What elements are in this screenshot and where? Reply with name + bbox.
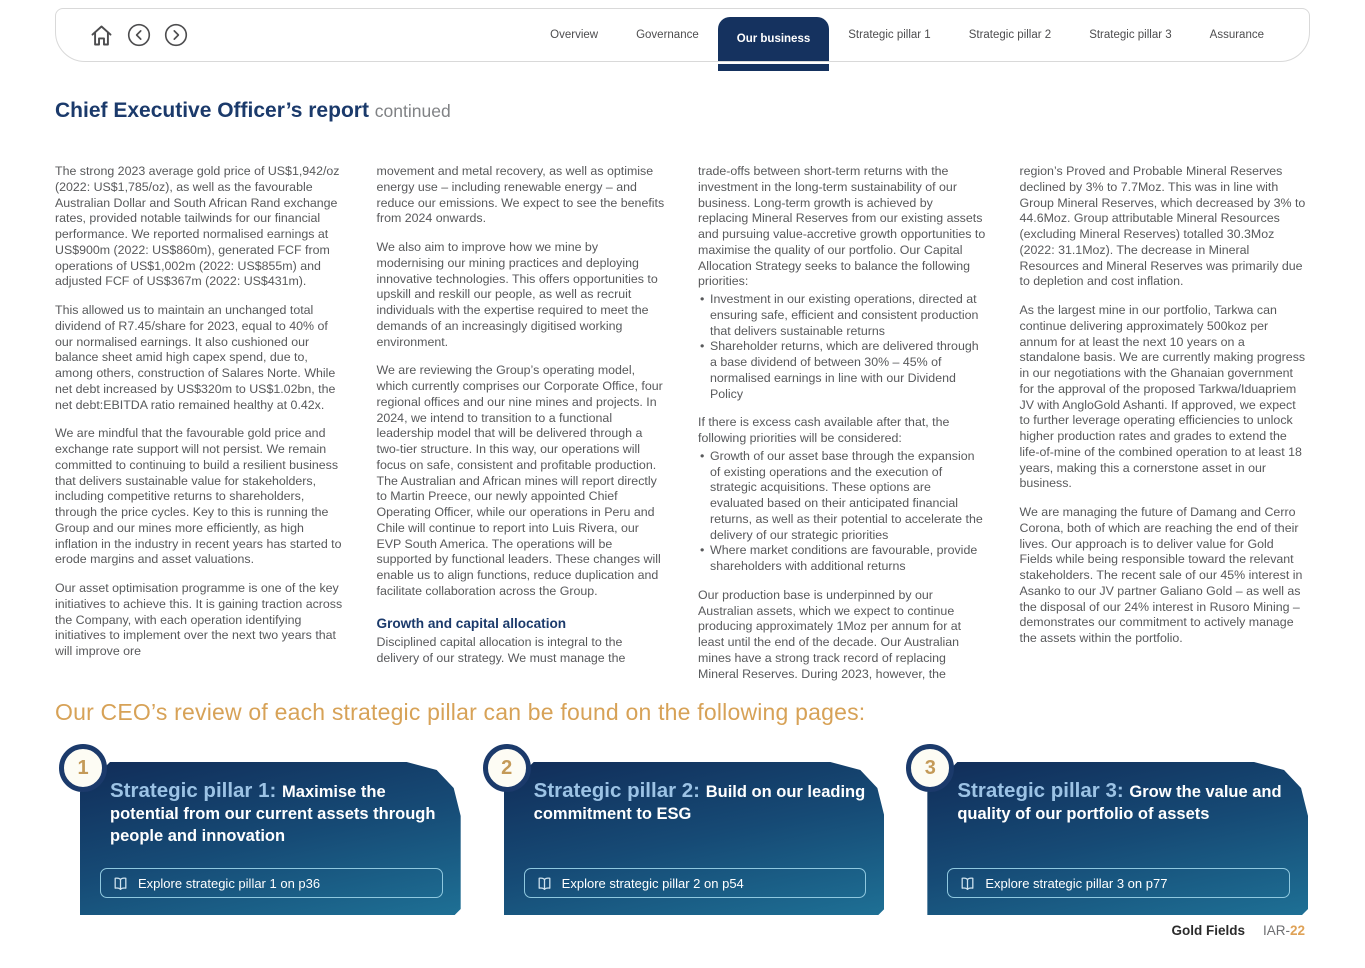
page-number: IAR-22 bbox=[1262, 923, 1305, 938]
nav-tabs bbox=[531, 9, 1283, 61]
pillar-card bbox=[77, 756, 461, 915]
bullet-item: • Shareholder returns, which are delivered through a base dividend of between 30% – 45% of normalised earnings in line with our Dividend Policy bbox=[698, 339, 987, 402]
article-columns bbox=[55, 164, 1308, 695]
pillar-number-badge: 1 bbox=[59, 744, 107, 792]
body-paragraph: We are reviewing the Group’s operating model, which currently comprises our Corporate Office, four regional offices and our nine mines and projects. In 2024, we intend to transition to a functional leadership model that will be delivered through a two-tier structure. In this way, our operations will focus on safe, consistent and profitable production. The Australian and African mines will report directly to Martin Preece, our newly appointed Chief Operating Officer, while our operations in Peru and Chile will continue to report into Luis Rivera, our EVP South America. The operations will be supported by functional leaders. These changes will enable us to align functions, reduce duplication and facilitate collaboration across the Group. bbox=[376, 363, 663, 598]
pillar-title-prefix: Strategic pillar 3: bbox=[957, 779, 1130, 802]
bullet-item: • Where market conditions are favourable, provide shareholders with additional returns bbox=[698, 543, 987, 575]
pillar-card-title bbox=[110, 777, 443, 848]
page-title bbox=[55, 99, 451, 123]
tab-overview[interactable]: Overview bbox=[550, 29, 599, 41]
bullet-list bbox=[698, 449, 987, 575]
pillars-heading: Our CEO’s review of each strategic pillar can be found on the following pages: bbox=[55, 699, 866, 725]
page-title-suffix: continued bbox=[374, 101, 451, 121]
pillar-title-prefix: Strategic pillar 2: bbox=[533, 779, 706, 802]
open-book-icon bbox=[112, 875, 129, 892]
body-paragraph: We are managing the future of Damang and Cerro Corona, both of which are reaching the end of their lives. Our approach is to deliver value for Gold Fields while being responsible toward the relevant stakeholders. The recent sale of our 45% interest in Asanko to our JV partner Galiano Gold – as well as the disposal of our 24% interest in Rusoro Mining – demonstrates our commitment to actively manage the assets within the portfolio. bbox=[1019, 505, 1303, 645]
explore-pillar-button[interactable] bbox=[947, 868, 1290, 898]
bullet-list bbox=[698, 292, 987, 402]
article-column-3 bbox=[698, 164, 987, 695]
forward-button[interactable] bbox=[163, 22, 189, 48]
back-button[interactable] bbox=[126, 22, 152, 48]
body-paragraph: Our production base is underpinned by our Australian assets, which we expect to continue producing approximately 1Moz per annum for at least until the end of the decade. Our Australian mines have a strong track record of replacing Mineral Reserves. During 2023, however, the bbox=[698, 587, 962, 681]
pillar-card bbox=[924, 756, 1308, 915]
tab-our-business[interactable]: Our business bbox=[718, 17, 830, 61]
page-title-main: Chief Executive Officer’s report bbox=[55, 99, 369, 122]
explore-pillar-button[interactable] bbox=[524, 868, 867, 898]
bullet-item: • Growth of our asset base through the expansion of existing operations and the execution of strategic acquisitions. These options are evaluated based on their anticipated financial returns, as well as their potential to accelerate the delivery of our strategic priorities bbox=[698, 449, 987, 544]
body-paragraph: Disciplined capital allocation is integral to the delivery of our strategy. We must manage the bbox=[376, 634, 626, 665]
explore-button-label: Explore strategic pillar 3 on p77 bbox=[985, 875, 1168, 891]
home-icon bbox=[88, 22, 115, 49]
pillar-title-text: Maximise the potential from our current assets through people and innovation bbox=[110, 783, 436, 845]
pillar-number-badge: 2 bbox=[483, 744, 531, 792]
body-paragraph: If there is excess cash available after that, the following priorities will be considered: bbox=[698, 415, 950, 445]
pillar-title-prefix: Strategic pillar 1: bbox=[110, 779, 283, 802]
brand-name: Gold Fields bbox=[1171, 923, 1245, 938]
page-footer bbox=[1171, 923, 1305, 938]
body-paragraph: movement and metal recovery, as well as optimise energy use – including renewable energy – and reduce our emissions. We expect to see the benefits from 2024 onwards. bbox=[376, 164, 665, 226]
pillar-card-title bbox=[534, 777, 867, 826]
explore-button-label: Explore strategic pillar 1 on p36 bbox=[138, 875, 321, 891]
chevron-right-circle-icon bbox=[163, 22, 189, 48]
home-button[interactable] bbox=[88, 22, 115, 49]
nav-icons bbox=[88, 22, 189, 49]
open-book-icon bbox=[536, 875, 553, 892]
chevron-left-circle-icon bbox=[126, 22, 152, 48]
tab-assurance[interactable]: Assurance bbox=[1209, 29, 1264, 41]
body-paragraph: As the largest mine in our portfolio, Tarkwa can continue delivering approximately 500koz per annum for at least the next 10 years on a standalone basis. We are currently making progress in our negotiations with the Ghanaian government for the approval of the proposed Tarkwa/Iduapriem JV with AngloGold Ashanti. If approved, we expect to further leverage operating efficiencies to unlock higher production rates and grades to extend the life-of-mine of the combined operation to at least 18 years, making this a cornerstone asset in our business. bbox=[1019, 303, 1306, 491]
tab-strategic-pillar-2[interactable]: Strategic pillar 2 bbox=[968, 29, 1052, 41]
tab-strategic-pillar-3[interactable]: Strategic pillar 3 bbox=[1089, 29, 1172, 41]
pillar-card bbox=[501, 756, 885, 915]
article-column-2 bbox=[377, 164, 666, 695]
body-paragraph: Our asset optimisation programme is one of the key initiatives to achieve this. It is gaining traction across the Company, with each operation identifying initiatives to implement over the next two years that will improve ore bbox=[55, 581, 343, 658]
header-bar bbox=[55, 8, 1310, 62]
body-paragraph: We also aim to improve how we mine by modernising our mining practices and deploying innovative technologies. This offers opportunities to upskill and reskill our people, as well as recruit individuals with the expertise required to meet the demands of an increasingly digitised working environment. bbox=[376, 240, 658, 349]
tab-governance[interactable]: Governance bbox=[636, 29, 699, 41]
article-column-1 bbox=[55, 164, 344, 695]
body-paragraph: region’s Proved and Probable Mineral Reserves declined by 3% to 7.7Moz. This was in line with Group Mineral Reserves, which decreased by 3% to 44.6Moz. Group attributable Mineral Resources (excluding Mineral Reserves) totalled 30.3Moz (2022: 31.1Moz). The decrease in Mineral Resources and Mineral Reserves was primarily due to depletion and cost inflation. bbox=[1019, 164, 1306, 289]
pillar-cards bbox=[77, 756, 1308, 915]
explore-pillar-button[interactable] bbox=[100, 868, 443, 898]
pillar-card-title bbox=[957, 777, 1290, 826]
explore-button-label: Explore strategic pillar 2 on p54 bbox=[561, 875, 744, 891]
body-paragraph: The strong 2023 average gold price of US$1,942/oz (2022: US$1,785/oz), as well as the favourable Australian Dollar and South African Rand exchange rates, provided notable tailwinds for our financial performance. We reported normalised earnings at US$900m (2022: US$860m), generated FCF from operations of US$1,002m (2022: US$855m) and adjusted FCF of US$367m (2022: US$431m). bbox=[55, 164, 340, 289]
body-paragraph: We are mindful that the favourable gold price and exchange rate support will not persist. We remain committed to continuing to build a resilient business that delivers sustainable value for stakeholders, including competitive returns to shareholders, through the price cycles. Key to this is running the Group and our mines more efficiently, as high inflation in the industry in recent years has started to erode margins and asset valuations. bbox=[55, 426, 342, 567]
pillar-title-text: Build on our leading commitment to ESG bbox=[533, 783, 866, 824]
tab-strategic-pillar-1[interactable]: Strategic pillar 1 bbox=[848, 29, 931, 41]
column-subheading: Growth and capital allocation bbox=[376, 615, 567, 631]
pillar-title-text: Grow the value and quality of our portfolio of assets bbox=[957, 783, 1282, 824]
open-book-icon bbox=[959, 875, 976, 892]
article-column-4 bbox=[1020, 164, 1309, 695]
bullet-item: • Investment in our existing operations, directed at ensuring safe, efficient and consistent production that delivers sustainable returns bbox=[698, 292, 987, 339]
body-paragraph: trade-offs between short-term returns with the investment in the long-term sustainability of our business. Long-term growth is achieved by replacing Mineral Reserves from our existing assets and pursuing value-accretive growth opportunities to maximise the quality of our portfolio. Our Capital Allocation Strategy seeks to balance the following priorities: bbox=[698, 164, 986, 289]
body-paragraph: This allowed us to maintain an unchanged total dividend of R7.45/share for 2023, equal to 40% of our normalised earnings. It also cushioned our balance sheet amid high capex spend, due to, among others, construction of Salares Norte. While net debt increased by US$320m to US$1.02bn, the net debt:EBITDA ratio remained healthy at 0.42x. bbox=[55, 303, 336, 412]
pillar-number-badge: 3 bbox=[906, 744, 954, 792]
